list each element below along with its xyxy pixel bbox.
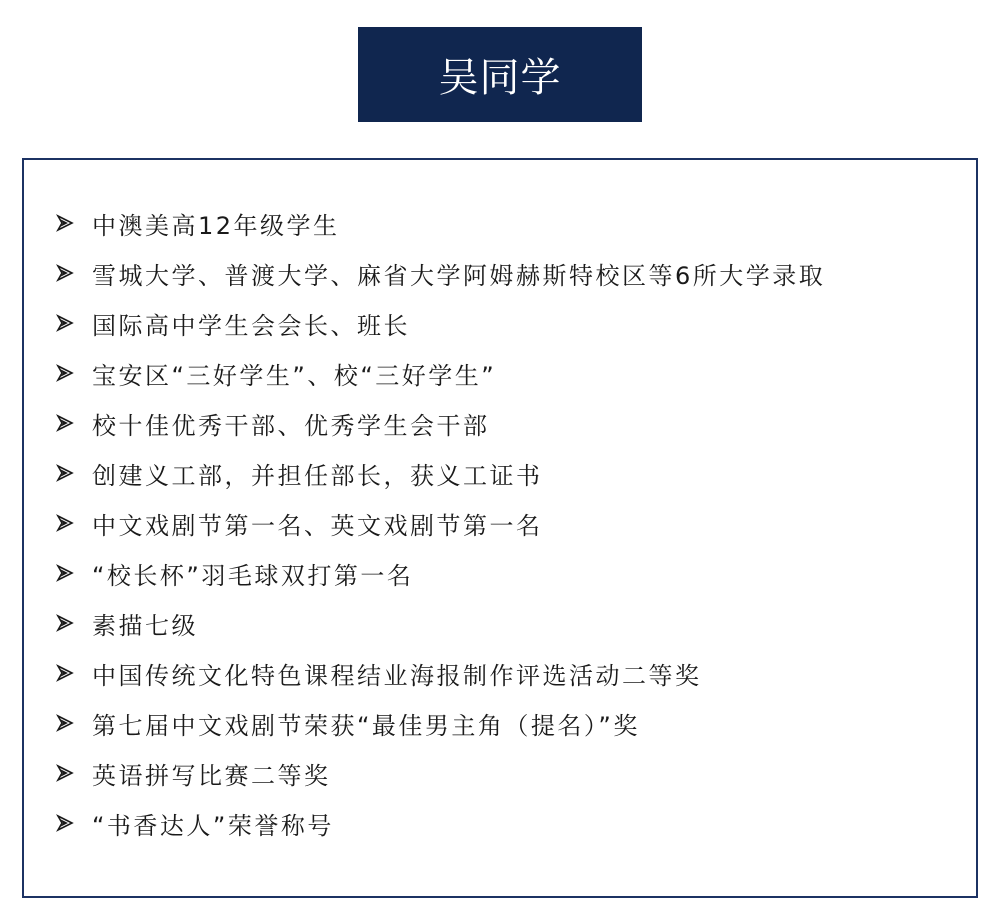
arrowhead-bullet-icon [52,260,78,286]
achievement-text: “校长杯”羽毛球双打第一名 [92,561,414,590]
achievement-text: 创建义工部，并担任部长，获义工证书 [92,461,543,490]
arrowhead-bullet-icon [52,610,78,636]
arrowhead-bullet-icon [52,710,78,736]
achievement-text: 中文戏剧节第一名、英文戏剧节第一名 [92,511,543,540]
arrowhead-bullet-icon [52,210,78,236]
arrowhead-bullet-icon [52,460,78,486]
achievement-item [52,698,825,748]
achievement-text: 中澳美高12年级学生 [92,211,340,240]
achievement-item [52,648,825,698]
achievements-list [52,198,825,848]
student-name-title: 吴同学 [438,55,562,101]
achievement-text: 英语拼写比赛二等奖 [92,761,331,790]
achievement-text: 宝安区“三好学生”、校“三好学生” [92,361,497,390]
achievement-item [52,798,825,848]
achievement-item [52,448,825,498]
achievement-item [52,598,825,648]
arrowhead-bullet-icon [52,410,78,436]
achievement-text: 中国传统文化特色课程结业海报制作评选活动二等奖 [92,661,702,690]
arrowhead-bullet-icon [52,310,78,336]
arrowhead-bullet-icon [52,510,78,536]
achievement-text: 雪城大学、普渡大学、麻省大学阿姆赫斯特校区等6所大学录取 [92,261,826,290]
achievement-item [52,498,825,548]
achievement-text: 校十佳优秀干部、优秀学生会干部 [92,411,490,440]
achievements-panel [22,158,978,898]
achievement-item [52,248,825,298]
achievement-item [52,198,825,248]
arrowhead-bullet-icon [52,660,78,686]
achievement-item [52,298,825,348]
arrowhead-bullet-icon [52,360,78,386]
arrowhead-bullet-icon [52,760,78,786]
achievement-item [52,348,825,398]
achievement-item [52,398,825,448]
achievement-text: “书香达人”荣誉称号 [92,811,334,840]
arrowhead-bullet-icon [52,560,78,586]
achievement-text: 素描七级 [92,611,198,640]
arrowhead-bullet-icon [52,810,78,836]
name-title-banner [358,27,642,122]
achievement-item [52,748,825,798]
achievement-text: 第七届中文戏剧节荣获“最佳男主角（提名）”奖 [92,711,640,740]
achievement-item [52,548,825,598]
achievement-text: 国际高中学生会会长、班长 [92,311,410,340]
